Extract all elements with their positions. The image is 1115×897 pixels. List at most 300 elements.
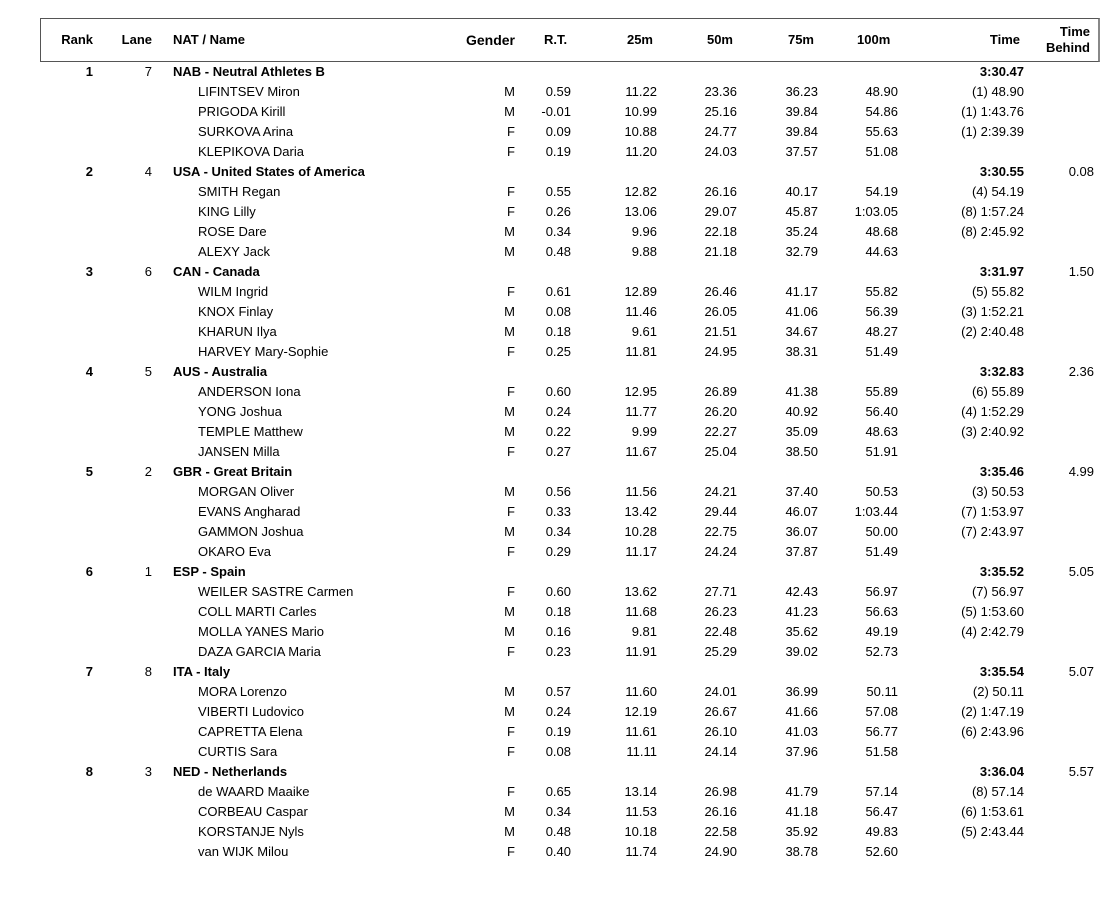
split-50m: 26.16 [704,184,737,199]
cumulative-time: (6) 55.89 [971,384,1024,399]
swimmer-row [0,222,1115,242]
swimmer-row [0,202,1115,222]
reaction-time: 0.18 [545,604,571,619]
cumulative-time: (4) 2:42.79 [961,624,1024,639]
reaction-time: 0.18 [545,324,571,339]
swimmer-row [0,402,1115,422]
swimmer-gender: M [504,424,515,439]
split-25m: 10.28 [624,524,657,539]
split-25m: 11.53 [625,804,657,819]
reaction-time: 0.60 [545,584,571,599]
split-100m: 56.97 [865,584,898,599]
split-50m: 29.07 [704,204,737,219]
team-lane: 8 [144,664,152,679]
split-25m: 11.74 [625,844,657,859]
swimmer-gender: F [507,144,515,159]
split-100m: 1:03.44 [854,504,898,519]
split-75m: 40.17 [785,184,818,199]
cumulative-time: (7) 2:43.97 [961,524,1024,539]
split-75m: 39.02 [785,644,818,659]
team-time-behind: 0.08 [1068,164,1094,179]
split-50m: 25.04 [704,444,737,459]
swimmer-gender: F [507,504,515,519]
split-50m: 23.36 [704,84,737,99]
team-time-behind: 1.50 [1068,264,1094,279]
split-100m: 49.83 [865,824,898,839]
split-75m: 41.23 [785,604,818,619]
header-75m: 75m [787,32,814,47]
split-75m: 36.99 [785,684,818,699]
swimmer-gender: F [507,384,515,399]
header-100m: 100m [857,32,891,47]
split-100m: 51.49 [865,544,898,559]
team-time: 3:35.52 [979,564,1024,579]
split-50m: 22.27 [704,424,737,439]
split-100m: 57.08 [865,704,898,719]
team-time: 3:32.83 [979,364,1024,379]
reaction-time: 0.23 [545,644,571,659]
split-75m: 36.23 [785,84,818,99]
reaction-time: 0.65 [545,784,571,799]
swimmer-row [0,322,1115,342]
swimmer-gender: F [507,784,515,799]
cumulative-time: (5) 1:53.60 [961,604,1024,619]
split-75m: 41.38 [785,384,818,399]
swimmer-name: EVANS Angharad [198,504,301,519]
reaction-time: 0.25 [545,344,571,359]
split-50m: 22.18 [704,224,737,239]
team-name: NAB - Neutral Athletes B [173,64,325,79]
reaction-time: 0.08 [545,304,571,319]
swimmer-name: MORGAN Oliver [198,484,295,499]
cumulative-time: (7) 56.97 [971,584,1024,599]
split-25m: 12.19 [624,704,657,719]
swimmer-row [0,242,1115,262]
swimmer-name: KNOX Finlay [198,304,274,319]
split-75m: 37.96 [785,744,818,759]
split-25m: 13.62 [624,584,657,599]
team-row [0,162,1115,182]
swimmer-name: KING Lilly [198,204,256,219]
team-name: USA - United States of America [173,164,365,179]
cumulative-time: (8) 2:45.92 [961,224,1024,239]
split-50m: 25.16 [704,104,737,119]
split-25m: 13.42 [624,504,657,519]
team-row [0,62,1115,82]
team-rank: 3 [85,264,93,279]
split-50m: 22.58 [704,824,737,839]
reaction-time: -0.01 [541,104,571,119]
reaction-time: 0.08 [545,744,571,759]
reaction-time: 0.48 [545,244,571,259]
cumulative-time: (4) 1:52.29 [961,404,1024,419]
split-50m: 24.03 [704,144,737,159]
split-50m: 29.44 [704,504,737,519]
split-100m: 56.63 [865,604,898,619]
split-25m: 9.61 [631,324,657,339]
split-25m: 11.20 [625,144,657,159]
swimmer-name: KHARUN Ilya [198,324,277,339]
swimmer-name: WEILER SASTRE Carmen [198,584,354,599]
swimmer-gender: F [507,584,515,599]
split-100m: 56.47 [865,804,898,819]
team-time: 3:35.46 [979,464,1024,479]
split-100m: 54.19 [865,184,898,199]
swimmer-row [0,782,1115,802]
split-100m: 51.08 [865,144,898,159]
split-50m: 22.48 [704,624,737,639]
reaction-time: 0.40 [545,844,571,859]
split-50m: 26.98 [704,784,737,799]
team-time: 3:30.47 [979,64,1024,79]
swimmer-row [0,382,1115,402]
header-lane: Lane [121,32,152,47]
split-50m: 24.24 [704,544,737,559]
swimmer-row [0,702,1115,722]
cumulative-time: (5) 2:43.44 [961,824,1024,839]
team-row [0,562,1115,582]
swimmer-name: ANDERSON Iona [198,384,301,399]
reaction-time: 0.29 [545,544,571,559]
swimmer-row [0,722,1115,742]
swimmer-name: CAPRETTA Elena [198,724,303,739]
split-50m: 26.10 [704,724,737,739]
team-rank: 7 [85,664,93,679]
cumulative-time: (3) 1:52.21 [961,304,1024,319]
swimmer-name: WILM Ingrid [198,284,269,299]
split-100m: 51.58 [865,744,898,759]
split-25m: 11.11 [626,744,657,759]
split-25m: 11.22 [625,84,657,99]
reaction-time: 0.57 [545,684,571,699]
swimmer-gender: M [504,84,515,99]
split-100m: 55.89 [865,384,898,399]
swimmer-name: VIBERTI Ludovico [198,704,304,719]
swimmer-gender: M [504,244,515,259]
swimmer-name: HARVEY Mary-Sophie [198,344,329,359]
team-rank: 4 [85,364,93,379]
split-75m: 45.87 [785,204,818,219]
header-time-behind-1: Time [1059,24,1090,39]
reaction-time: 0.59 [545,84,571,99]
swimmer-gender: F [507,744,515,759]
split-100m: 50.11 [866,684,898,699]
reaction-time: 0.24 [545,404,571,419]
split-25m: 11.91 [625,644,657,659]
swimmer-gender: F [507,344,515,359]
swimmer-row [0,422,1115,442]
swimmer-row [0,342,1115,362]
split-100m: 50.53 [865,484,898,499]
swimmer-gender: F [507,544,515,559]
swimmer-gender: M [504,624,515,639]
split-75m: 41.17 [785,284,818,299]
swimmer-name: CURTIS Sara [198,744,278,759]
split-25m: 10.99 [624,104,657,119]
split-25m: 9.96 [631,224,657,239]
team-name: GBR - Great Britain [173,464,293,479]
split-100m: 52.60 [865,844,898,859]
swimmer-row [0,102,1115,122]
split-75m: 38.31 [785,344,818,359]
swimmer-name: LIFINTSEV Miron [198,84,300,99]
split-25m: 12.82 [624,184,657,199]
swimmer-gender: F [507,124,515,139]
reaction-time: 0.60 [545,384,571,399]
swimmer-row [0,302,1115,322]
split-50m: 21.51 [704,324,737,339]
reaction-time: 0.48 [545,824,571,839]
split-25m: 10.88 [624,124,657,139]
header-rank: Rank [61,32,93,47]
swimmer-name: JANSEN Milla [198,444,280,459]
split-25m: 13.14 [624,784,657,799]
split-50m: 26.46 [704,284,737,299]
split-75m: 41.79 [785,784,818,799]
team-lane: 6 [144,264,152,279]
team-row [0,362,1115,382]
split-25m: 9.88 [631,244,657,259]
reaction-time: 0.26 [545,204,571,219]
swimmer-row [0,802,1115,822]
split-50m: 26.20 [704,404,737,419]
team-time: 3:36.04 [979,764,1024,779]
split-50m: 26.16 [704,804,737,819]
swimmer-name: de WAARD Maaike [198,784,310,799]
split-75m: 35.24 [785,224,818,239]
reaction-time: 0.16 [545,624,571,639]
reaction-time: 0.24 [545,704,571,719]
split-50m: 24.01 [704,684,737,699]
split-100m: 56.39 [865,304,898,319]
split-25m: 9.81 [631,624,657,639]
swimmer-gender: M [504,604,515,619]
split-100m: 55.63 [865,124,898,139]
split-100m: 51.91 [865,444,898,459]
split-50m: 24.21 [704,484,737,499]
swimmer-name: KORSTANJE Nyls [198,824,304,839]
swimmer-row [0,282,1115,302]
swimmer-name: van WIJK Milou [198,844,289,859]
split-25m: 11.61 [625,724,657,739]
cumulative-time: (8) 1:57.24 [961,204,1024,219]
split-25m: 11.67 [625,444,657,459]
team-name: AUS - Australia [173,364,268,379]
swimmer-gender: M [504,404,515,419]
team-time-behind: 4.99 [1068,464,1094,479]
split-75m: 46.07 [785,504,818,519]
team-row [0,262,1115,282]
split-75m: 39.84 [785,124,818,139]
split-50m: 24.77 [704,124,737,139]
team-row [0,662,1115,682]
header-name: NAT / Name [173,32,245,47]
swimmer-gender: M [504,524,515,539]
swimmer-gender: F [507,644,515,659]
swimmer-gender: F [507,184,515,199]
reaction-time: 0.19 [545,144,571,159]
swimmer-row [0,522,1115,542]
reaction-time: 0.19 [545,724,571,739]
swimmer-name: MOLLA YANES Mario [198,624,324,639]
team-rank: 6 [85,564,93,579]
swimmer-gender: M [504,324,515,339]
split-25m: 10.18 [624,824,657,839]
split-25m: 13.06 [624,204,657,219]
split-75m: 37.87 [785,544,818,559]
header-gender: Gender [465,32,515,48]
reaction-time: 0.34 [545,524,571,539]
swimmer-gender: F [507,444,515,459]
split-25m: 11.46 [625,304,657,319]
swimmer-name: YONG Joshua [198,404,282,419]
split-25m: 11.68 [625,604,657,619]
swimmer-row [0,602,1115,622]
team-time: 3:31.97 [979,264,1024,279]
split-25m: 11.17 [625,544,657,559]
split-50m: 26.05 [704,304,737,319]
swimmer-row [0,82,1115,102]
split-50m: 24.90 [704,844,737,859]
team-time-behind: 2.36 [1068,364,1094,379]
split-100m: 48.63 [865,424,898,439]
swimmer-row [0,642,1115,662]
split-100m: 55.82 [865,284,898,299]
cumulative-time: (8) 57.14 [971,784,1024,799]
swimmer-row [0,142,1115,162]
split-25m: 12.89 [624,284,657,299]
swimmer-name: TEMPLE Matthew [198,424,303,439]
split-100m: 57.14 [865,784,898,799]
reaction-time: 0.22 [545,424,571,439]
split-75m: 37.57 [785,144,818,159]
split-75m: 37.40 [785,484,818,499]
team-rank: 5 [85,464,93,479]
split-75m: 36.07 [785,524,818,539]
split-75m: 35.62 [785,624,818,639]
swimmer-gender: F [507,284,515,299]
team-rank: 1 [85,64,93,79]
split-25m: 11.77 [625,404,657,419]
swimmer-name: KLEPIKOVA Daria [198,144,304,159]
split-100m: 50.00 [865,524,898,539]
cumulative-time: (3) 50.53 [971,484,1024,499]
split-75m: 42.43 [785,584,818,599]
team-rank: 8 [85,764,93,779]
split-75m: 41.03 [785,724,818,739]
cumulative-time: (1) 48.90 [971,84,1024,99]
team-lane: 4 [144,164,152,179]
swimmer-gender: F [507,844,515,859]
swimmer-name: CORBEAU Caspar [198,804,308,819]
header-time: Time [989,32,1020,47]
cumulative-time: (1) 1:43.76 [961,104,1024,119]
split-50m: 25.29 [704,644,737,659]
cumulative-time: (3) 2:40.92 [961,424,1024,439]
swimmer-row [0,482,1115,502]
reaction-time: 0.34 [545,804,571,819]
header-rt: R.T. [544,32,568,47]
split-100m: 48.90 [865,84,898,99]
team-lane: 1 [144,564,152,579]
split-100m: 56.40 [865,404,898,419]
cumulative-time: (7) 1:53.97 [961,504,1024,519]
header-25m: 25m [626,32,653,47]
swimmer-row [0,442,1115,462]
team-time: 3:30.55 [979,164,1024,179]
reaction-time: 0.61 [545,284,571,299]
split-50m: 27.71 [704,584,737,599]
team-time: 3:35.54 [979,664,1024,679]
team-row [0,462,1115,482]
swimmer-gender: F [507,724,515,739]
swimmer-name: SURKOVA Arina [198,124,294,139]
swimmer-gender: F [507,204,515,219]
split-75m: 38.78 [785,844,818,859]
reaction-time: 0.34 [545,224,571,239]
swimmer-gender: M [504,824,515,839]
split-50m: 24.14 [704,744,737,759]
swimmer-row [0,842,1115,862]
split-75m: 41.06 [785,304,818,319]
split-25m: 9.99 [631,424,657,439]
cumulative-time: (2) 1:47.19 [961,704,1024,719]
swimmer-name: ROSE Dare [198,224,267,239]
reaction-time: 0.09 [545,124,571,139]
cumulative-time: (6) 1:53.61 [961,804,1024,819]
split-75m: 39.84 [785,104,818,119]
split-25m: 11.56 [625,484,657,499]
swimmer-name: COLL MARTI Carles [198,604,317,619]
split-50m: 26.67 [704,704,737,719]
swimmer-name: OKARO Eva [198,544,271,559]
split-75m: 34.67 [785,324,818,339]
split-100m: 51.49 [865,344,898,359]
team-row [0,762,1115,782]
swimmer-gender: M [504,684,515,699]
cumulative-time: (4) 54.19 [971,184,1024,199]
swimmer-gender: M [504,104,515,119]
split-100m: 56.77 [865,724,898,739]
split-50m: 26.23 [704,604,737,619]
split-75m: 32.79 [785,244,818,259]
swimmer-row [0,682,1115,702]
split-75m: 38.50 [785,444,818,459]
swimmer-name: GAMMON Joshua [198,524,304,539]
cumulative-time: (5) 55.82 [971,284,1024,299]
swimmer-row [0,622,1115,642]
split-75m: 40.92 [785,404,818,419]
split-100m: 1:03.05 [854,204,898,219]
split-100m: 54.86 [865,104,898,119]
split-75m: 35.92 [785,824,818,839]
swimmer-name: MORA Lorenzo [198,684,287,699]
split-50m: 24.95 [704,344,737,359]
team-time-behind: 5.07 [1068,664,1094,679]
team-lane: 2 [144,464,152,479]
swimmer-name: DAZA GARCIA Maria [198,644,321,659]
team-name: CAN - Canada [173,264,260,279]
swimmer-row [0,582,1115,602]
team-rank: 2 [85,164,93,179]
cumulative-time: (6) 2:43.96 [961,724,1024,739]
split-100m: 52.73 [865,644,898,659]
split-100m: 48.27 [865,324,898,339]
split-100m: 48.68 [865,224,898,239]
swimmer-name: PRIGODA Kirill [198,104,286,119]
reaction-time: 0.33 [545,504,571,519]
split-75m: 41.18 [785,804,818,819]
